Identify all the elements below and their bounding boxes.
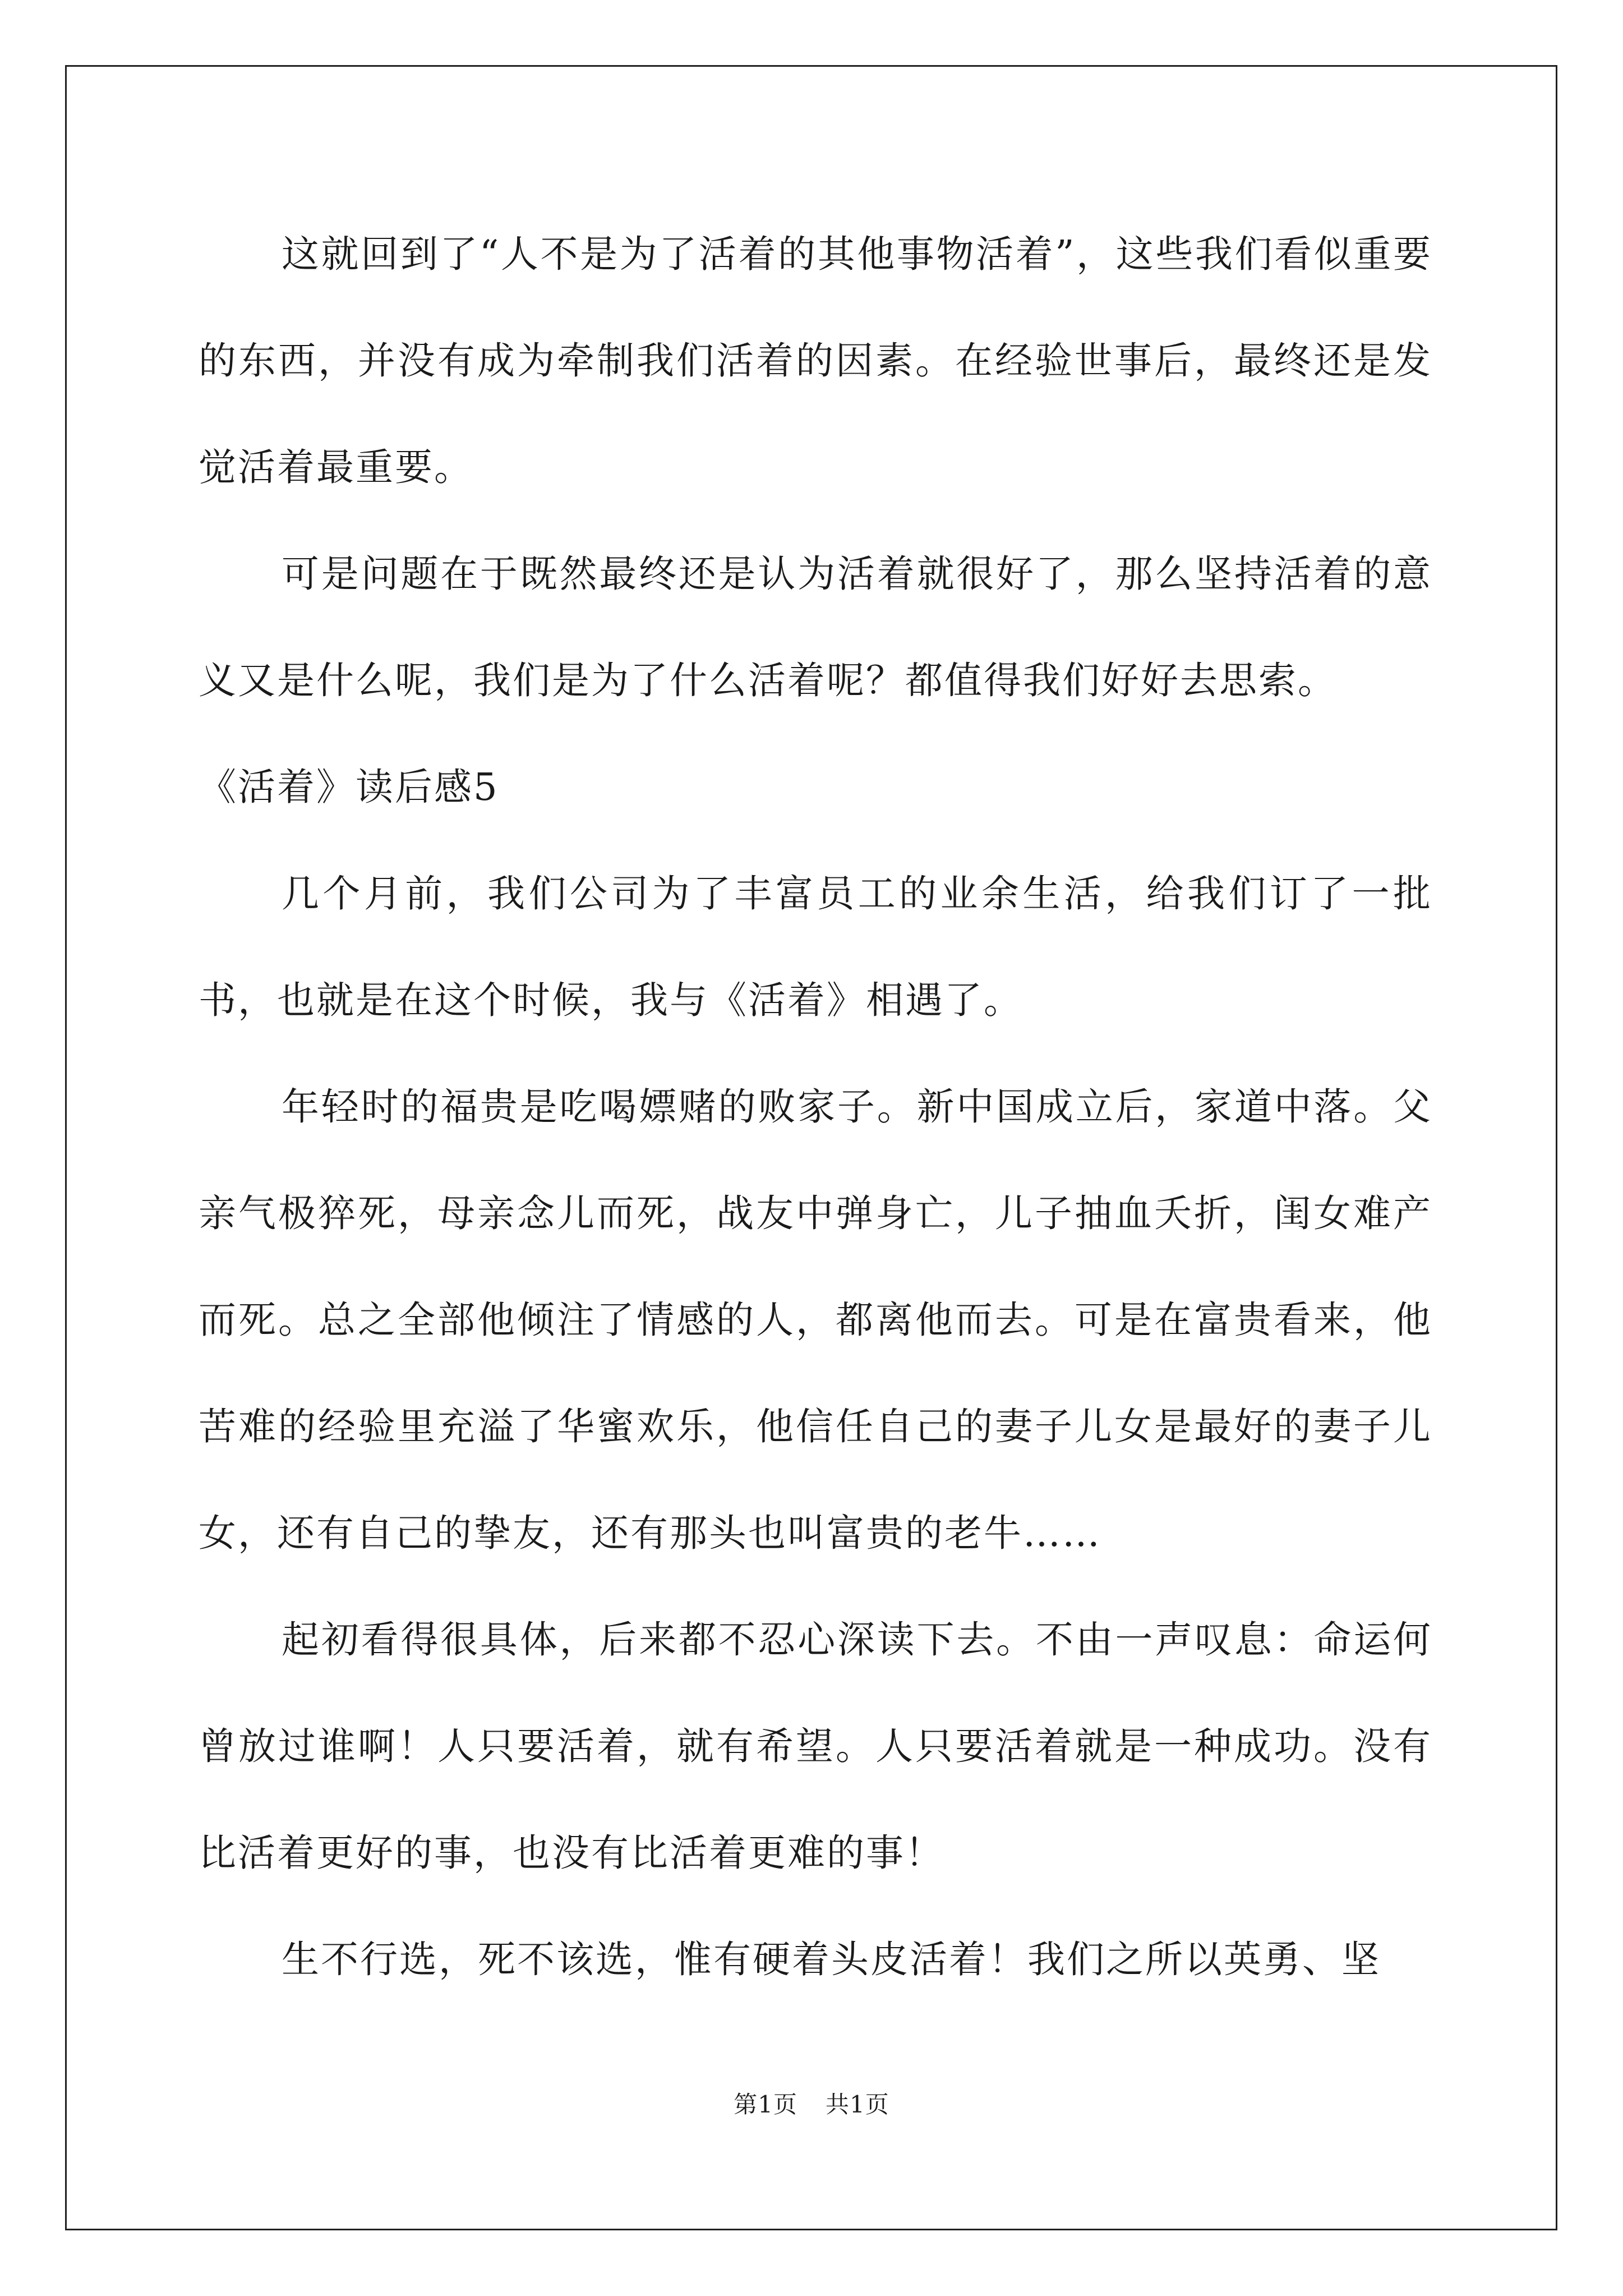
document-body bbox=[199, 201, 1432, 2013]
paragraph-6: 生不行选，死不该选，惟有硬着头皮活着！我们之所以英勇、坚 bbox=[282, 1938, 1381, 1981]
paragraph-1: 这就回到了“人不是为了活着的其他事物活着”，这些我们看似重要的东西，并没有成为牵制我们活着的因素。在经验世事后，最终还是发觉活着最重要。 bbox=[199, 232, 1432, 489]
paragraph-3: 几个月前，我们公司为了丰富员工的业余生活，给我们订了一批书，也就是在这个时候，我与《活着》相遇了。 bbox=[199, 872, 1432, 1022]
paragraph-4: 年轻时的福贵是吃喝嫖赌的败家子。新中国成立后，家道中落。父亲气极猝死，母亲念儿而死，战友中弹身亡，儿子抽血夭折，闺女难产而死。总之全部他倾注了情感的人，都离他而去。可是在富贵看来，他苦难的经验里充溢了华蜜欢乐，他信任自己的妻子儿女是最好的妻子儿女，还有自己的挚友，还有那头也叫富贵的老牛…… bbox=[199, 1085, 1432, 1555]
paragraph-2: 可是问题在于既然最终还是认为活着就很好了，那么坚持活着的意义又是什么呢，我们是为了什么活着呢？都值得我们好好去思索。 bbox=[199, 552, 1432, 702]
page-footer bbox=[0, 2088, 1623, 2122]
paragraph-5: 起初看得很具体，后来都不忍心深读下去。不由一声叹息：命运何曾放过谁啊！人只要活着，就有希望。人只要活着就是一种成功。没有比活着更好的事，也没有比活着更难的事！ bbox=[199, 1618, 1432, 1875]
page-number: 第1页 bbox=[734, 2091, 797, 2118]
page-count: 共1页 bbox=[826, 2091, 889, 2118]
section-heading: 《活着》读后感5 bbox=[199, 765, 499, 809]
